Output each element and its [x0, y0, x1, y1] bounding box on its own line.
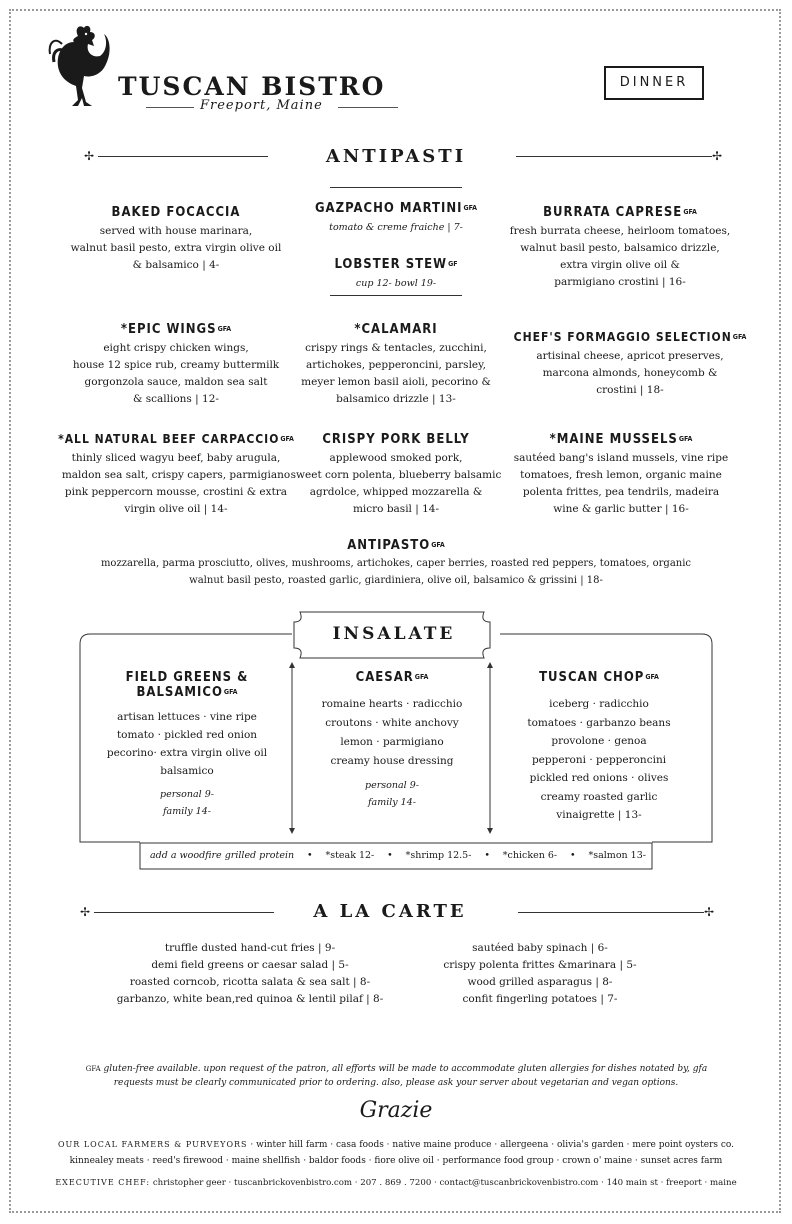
fleur-ornament-icon: ✢: [704, 905, 715, 919]
item-desc: lemon · parmigiano: [340, 736, 444, 748]
item-name: BAKED FOCACCIA: [111, 205, 241, 220]
item-desc: tomatoes · garbanzo beans: [527, 716, 671, 729]
item-desc: eight crispy chicken wings,: [103, 342, 249, 354]
gfa-tag: GFA: [414, 673, 429, 681]
item-desc: applewood smoked pork,: [329, 452, 463, 464]
item-name: CRISPY PORK BELLY: [322, 432, 470, 447]
item-desc: artisinal cheese, apricot preserves,: [536, 350, 724, 362]
item-desc: served with house marinara,: [99, 225, 253, 237]
alacarte-right: [410, 940, 670, 1008]
protein-bar: [150, 849, 646, 863]
list-item: confit fingerling potatoes | 7-: [462, 993, 618, 1005]
item-desc: parmigiano crostini | 16-: [554, 276, 686, 288]
gfa-tag: GFA: [217, 325, 232, 333]
item-desc: extra virgin olive oil &: [560, 259, 680, 271]
item-desc: artisan lettuces · vine ripe: [117, 711, 257, 723]
item-desc: gorgonzola sauce, maldon sea salt: [84, 376, 268, 388]
item-name: GAZPACHO MARTINI: [314, 201, 463, 216]
item-desc: maldon sea salt, crispy capers, parmigiano: [61, 469, 291, 481]
item-desc: tomato · pickled red onion: [116, 729, 258, 741]
farmers-line: kinnealey meats · reed's firewood · maine shellfish · baldor foods · fiore olive oil · performance food group · crown o' maine · sunset acres farm: [69, 1156, 723, 1166]
section-title-insalate: INSALATE: [332, 624, 456, 644]
item-desc: pepperoni · pepperoncini: [531, 753, 667, 766]
gfa-tag: GFA: [683, 208, 697, 216]
gluten-note: [60, 1062, 732, 1090]
list-item: demi field greens or caesar salad | 5-: [151, 959, 349, 971]
item-desc: & balsamico | 4-: [132, 259, 220, 271]
item-desc: house 12 spice rub, creamy buttermilk: [72, 359, 280, 371]
item-desc: pink peppercorn mousse, crostini & extra: [64, 486, 288, 498]
item-desc: marcona almonds, honeycomb &: [542, 367, 718, 379]
item-desc: tomatoes, fresh lemon, organic maine: [520, 469, 722, 481]
note-line: requests must be clearly communicated prior to ordering. also, please ask your server about vegetarian and vegan options.: [113, 1078, 679, 1088]
menu-label: DINNER: [604, 66, 704, 100]
item-name: *EPIC WINGS: [120, 322, 217, 337]
item-desc: pickled red onions · olives: [529, 772, 669, 784]
gf-tag: GF: [448, 260, 458, 268]
item-desc: fresh burrata cheese, heirloom tomatoes,: [509, 225, 731, 237]
list-item: truffle dusted hand-cut fries | 9-: [164, 942, 336, 954]
item-desc: pecorino· extra virgin olive oil: [106, 747, 268, 759]
list-item: sautéed baby spinach | 6-: [472, 942, 608, 954]
item-price: personal 9-: [365, 780, 419, 791]
farmers-label: OUR LOCAL FARMERS & PURVEYORS: [57, 1140, 248, 1149]
gfa-tag: GFA: [678, 435, 693, 443]
item-desc: walnut basil pesto, balsamico drizzle,: [520, 242, 720, 254]
chef-line: [20, 1176, 772, 1190]
item-name: *ALL NATURAL BEEF CARPACCIO: [58, 432, 280, 446]
item-desc: polenta frittes, pea tendrils, madeira: [522, 486, 720, 498]
list-item: roasted corncob, ricotta salata & sea salt | 8-: [129, 976, 371, 988]
item-desc: micro basil | 14-: [352, 503, 440, 515]
item-name: TUSCAN CHOP: [539, 670, 645, 685]
menu-item: [92, 670, 282, 820]
grazie: Grazie: [359, 1098, 433, 1123]
item-desc: thinly sliced wagyu beef, baby arugula,: [71, 452, 281, 464]
item-name: FIELD GREENS &: [125, 670, 249, 685]
restaurant-location: Freeport, Maine: [200, 98, 323, 113]
menu-item: [296, 670, 488, 811]
item-desc: iceberg · radicchio: [549, 698, 649, 710]
item-desc: crostini | 18-: [596, 384, 664, 396]
menu-item: [496, 670, 702, 825]
item-desc: & scallions | 12-: [133, 393, 219, 405]
item-desc: creamy house dressing: [330, 755, 454, 767]
item-desc: agrdolce, whipped mozzarella &: [309, 486, 483, 498]
item-desc: virgin olive oil | 14-: [124, 503, 228, 515]
gfa-tag: GFA: [431, 541, 445, 549]
item-desc: croutons · white anchovy: [325, 717, 459, 729]
fleur-ornament-icon: ✢: [80, 905, 91, 919]
section-title-alacarte: A LA CARTE: [313, 901, 467, 922]
sep: •: [387, 850, 393, 861]
item-desc: sautéed bang's island mussels, vine ripe: [513, 452, 729, 464]
item-name: ANTIPASTO: [347, 538, 431, 553]
item-desc: sweet corn polenta, blueberry balsamic: [290, 469, 502, 481]
item-name: CAESAR: [355, 670, 414, 685]
sep: •: [484, 850, 490, 861]
item-price: personal 9-: [160, 789, 214, 800]
item-desc: cup 12- bowl 19-: [355, 278, 437, 289]
item-desc: balsamico: [160, 765, 214, 777]
protein-item: *salmon 13-: [588, 850, 646, 861]
item-desc: walnut basil pesto, roasted garlic, giardiniera, olive oil, balsamico & grissini | 18-: [189, 575, 603, 586]
gfa-tag: GFA: [645, 673, 659, 681]
chef-label: EXECUTIVE CHEF:: [55, 1178, 151, 1187]
chef-info: christopher geer · tuscanbrickovenbistro.com · 207 . 869 . 7200 · contact@tuscanbrickovenbistro.com · 140 main st · freeport · maine: [152, 1178, 737, 1188]
item-desc: tomato & creme fraiche | 7-: [329, 222, 463, 233]
item-name: CHEF'S FORMAGGIO SELECTION: [513, 330, 732, 344]
protein-item: *chicken 6-: [502, 850, 558, 861]
fleur-ornament-icon: ✢: [84, 149, 95, 163]
item-desc: walnut basil pesto, extra virgin olive oil: [70, 242, 282, 254]
item-desc: creamy roasted garlic: [540, 790, 658, 803]
item-name: BURRATA CAPRESE: [543, 205, 683, 220]
item-desc: mozzarella, parma prosciutto, olives, mushrooms, artichokes, caper berries, roasted red peppers, tomatoes, organic: [100, 558, 692, 569]
item-desc: wine & garlic butter | 16-: [553, 503, 689, 515]
item-name: *CALAMARI: [354, 322, 438, 337]
section-title-antipasti: ANTIPASTI: [325, 146, 467, 167]
list-item: garbanzo, white bean,red quinoa & lentil pilaf | 8-: [116, 993, 384, 1005]
list-item: wood grilled asparagus | 8-: [467, 976, 613, 988]
list-item: crispy polenta frittes &marinara | 5-: [443, 959, 637, 971]
protein-item: *shrimp 12.5-: [405, 850, 472, 861]
purveyors: [24, 1137, 768, 1169]
sep: •: [570, 850, 576, 861]
protein-label: add a woodfire grilled protein: [150, 850, 295, 861]
protein-item: *steak 12-: [325, 850, 375, 861]
fleur-ornament-icon: ✢: [712, 149, 723, 163]
farmers-line: · winter hill farm · casa foods · native maine produce · allergeena · olivia's garden · mere point oysters co.: [250, 1140, 735, 1150]
gfa-tag: GFA: [732, 333, 747, 341]
item-desc: provolone · genoa: [551, 735, 647, 747]
gfa-tag: GFA: [85, 1065, 101, 1073]
note-line: gluten-free available. upon request of the patron, all efforts will be made to accommodate gluten allergies for dishes notated by, gfa: [103, 1064, 708, 1074]
item-name: BALSAMICO: [136, 685, 223, 700]
item-desc: meyer lemon basil aioli, pecorino &: [301, 376, 491, 388]
item-desc: crispy rings & tentacles, zucchini,: [305, 342, 487, 354]
gfa-tag: GFA: [280, 435, 294, 443]
gfa-tag: GFA: [463, 204, 478, 212]
item-desc: vinaigrette | 13-: [556, 809, 642, 821]
item-name: LOBSTER STEW: [334, 257, 448, 272]
item-desc: artichokes, pepperoncini, parsley,: [305, 359, 487, 371]
sep: •: [306, 850, 313, 861]
item-price: family 14-: [368, 797, 416, 808]
restaurant-name: TUSCAN BISTRO: [118, 72, 386, 101]
gfa-tag: GFA: [223, 688, 238, 696]
item-name: *MAINE MUSSELS: [549, 432, 678, 447]
alacarte-left: [100, 940, 400, 1008]
item-desc: balsamico drizzle | 13-: [336, 393, 456, 405]
item-desc: romaine hearts · radicchio: [321, 698, 463, 710]
item-price: family 14-: [163, 806, 211, 817]
